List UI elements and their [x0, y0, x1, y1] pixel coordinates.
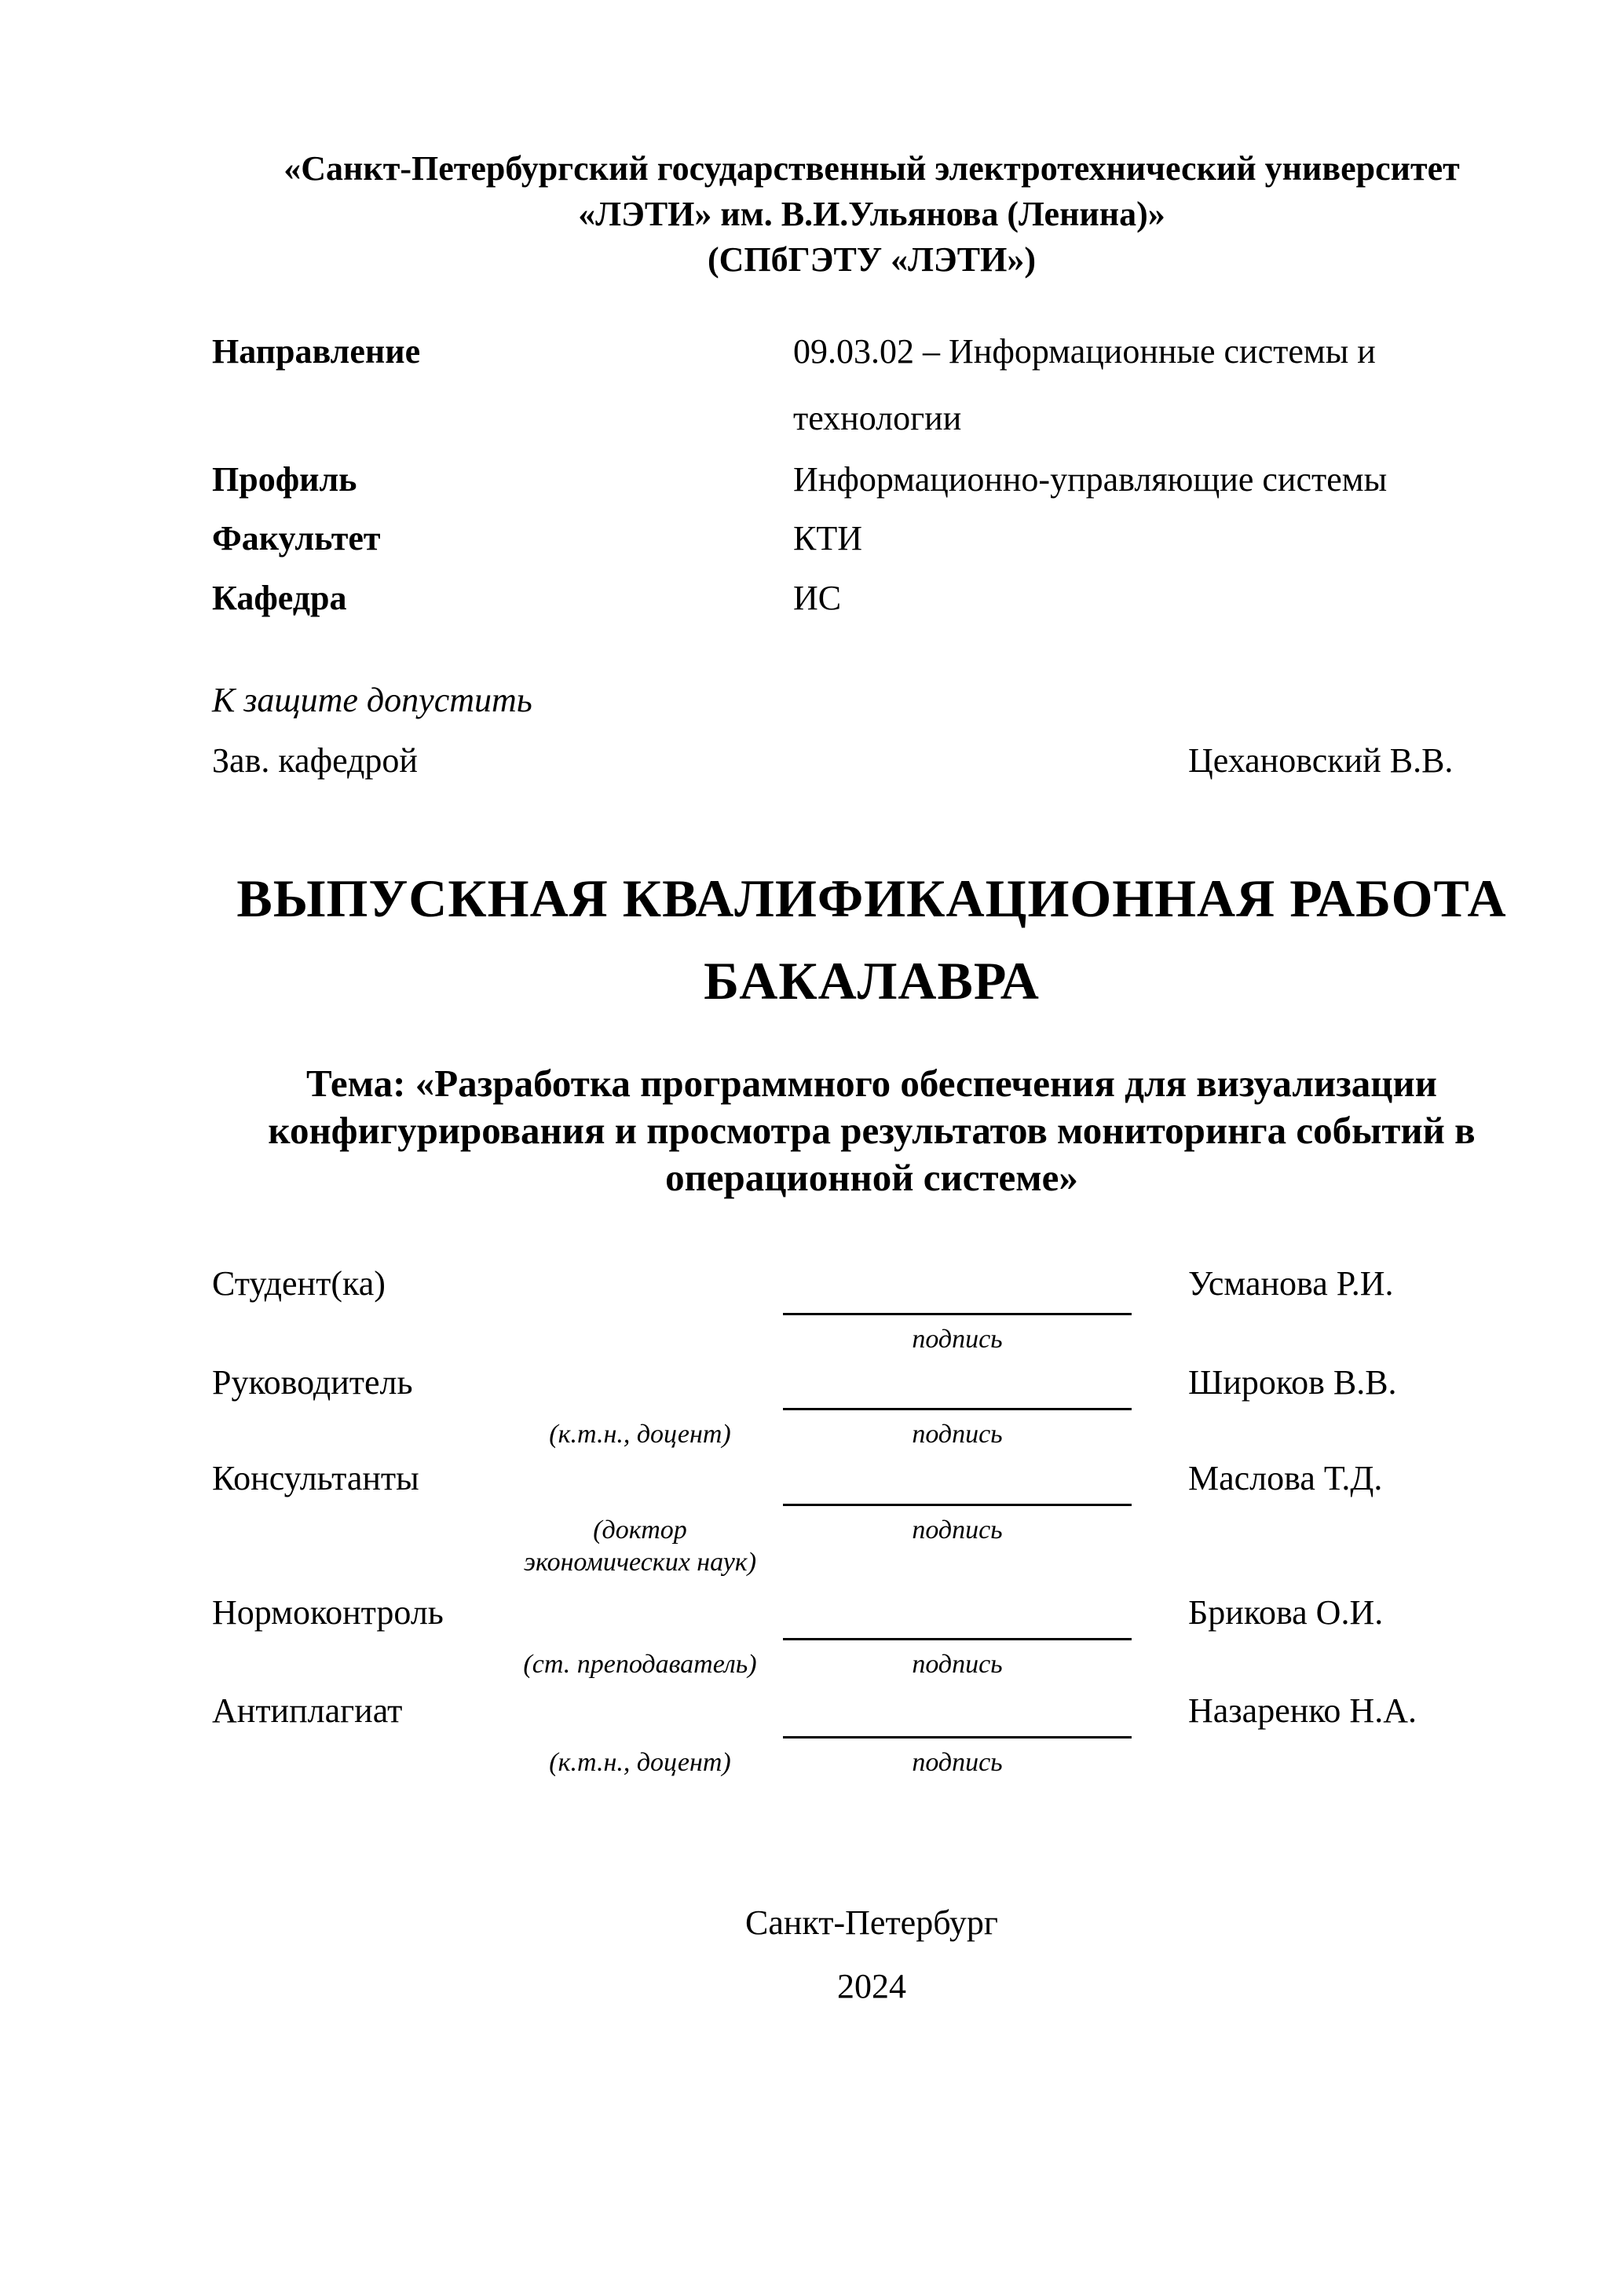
thesis-theme-line-1: Тема: «Разработка программного обеспечения для визуализации — [306, 1062, 1437, 1105]
signature-caption-normcontrol: подпись — [912, 1650, 1003, 1679]
work-title-line-2: БАКАЛАВРА — [704, 951, 1040, 1011]
signatory-qualification-consultant: (доктор экономических наук) — [523, 1515, 757, 1577]
footer-city: Санкт-Петербург — [745, 1903, 998, 1942]
signatory-qualification-supervisor: (к.т.н., доцент) — [549, 1420, 731, 1449]
university-name-line-3: (СПбГЭТУ «ЛЭТИ») — [708, 240, 1036, 279]
signatory-qualification-normcontrol: (ст. преподаватель) — [523, 1650, 757, 1679]
field-label-department: Кафедра — [212, 579, 347, 617]
field-label-direction: Направление — [212, 332, 421, 371]
university-name — [212, 146, 1531, 283]
signature-line-consultant — [783, 1504, 1132, 1506]
thesis-theme — [212, 1060, 1531, 1201]
signatory-role-student: Студент(ка) — [212, 1264, 386, 1303]
thesis-theme-line-3: операционной системе» — [665, 1156, 1078, 1199]
field-value-direction: 09.03.02 – Информационные системы и — [793, 332, 1376, 371]
signature-line-student — [783, 1313, 1132, 1315]
signatory-role-antiplagiarism: Антиплагиат — [212, 1691, 403, 1730]
work-title-line-1: ВЫПУСКНАЯ КВАЛИФИКАЦИОННАЯ РАБОТА — [236, 868, 1507, 928]
footer-year: 2024 — [837, 1967, 906, 2005]
signature-caption-student: подпись — [912, 1325, 1003, 1354]
signatory-qualification-antiplagiarism: (к.т.н., доцент) — [549, 1748, 731, 1777]
field-value-direction-cont: технологии — [793, 399, 962, 437]
field-label-faculty: Факультет — [212, 519, 381, 558]
signature-caption-supervisor: подпись — [912, 1420, 1003, 1449]
signatory-name-normcontrol: Брикова О.И. — [1188, 1593, 1384, 1632]
department-head-label: Зав. кафедрой — [212, 741, 418, 780]
signatory-name-antiplagiarism: Назаренко Н.А. — [1188, 1691, 1417, 1730]
field-label-profile: Профиль — [212, 460, 357, 499]
signatory-role-supervisor: Руководитель — [212, 1363, 413, 1402]
signatory-name-student: Усманова Р.И. — [1188, 1264, 1394, 1303]
department-head-name: Цехановский В.В. — [1188, 741, 1454, 780]
field-value-faculty: КТИ — [793, 519, 862, 558]
university-name-line-2: «ЛЭТИ» им. В.И.Ульянова (Ленина)» — [578, 195, 1165, 233]
field-value-profile: Информационно-управляющие системы — [793, 460, 1388, 499]
signatory-role-consultant: Консультанты — [212, 1459, 419, 1497]
admission-phrase: К защите допустить — [212, 681, 532, 719]
thesis-theme-line-2: конфигурирования и просмотра результатов мониторинга событий в — [268, 1109, 1476, 1152]
work-title — [212, 857, 1531, 1022]
signatory-name-consultant: Маслова Т.Д. — [1188, 1459, 1383, 1497]
signature-line-antiplagiarism — [783, 1736, 1132, 1738]
signature-line-supervisor — [783, 1408, 1132, 1410]
signature-caption-antiplagiarism: подпись — [912, 1748, 1003, 1777]
university-name-line-1: «Санкт-Петербургский государственный электротехнический университет — [283, 149, 1460, 188]
signatory-name-supervisor: Широков В.В. — [1188, 1363, 1397, 1402]
signature-caption-consultant: подпись — [912, 1515, 1003, 1545]
signature-line-normcontrol — [783, 1638, 1132, 1640]
field-value-department: ИС — [793, 579, 842, 617]
signatory-role-normcontrol: Нормоконтроль — [212, 1593, 444, 1632]
